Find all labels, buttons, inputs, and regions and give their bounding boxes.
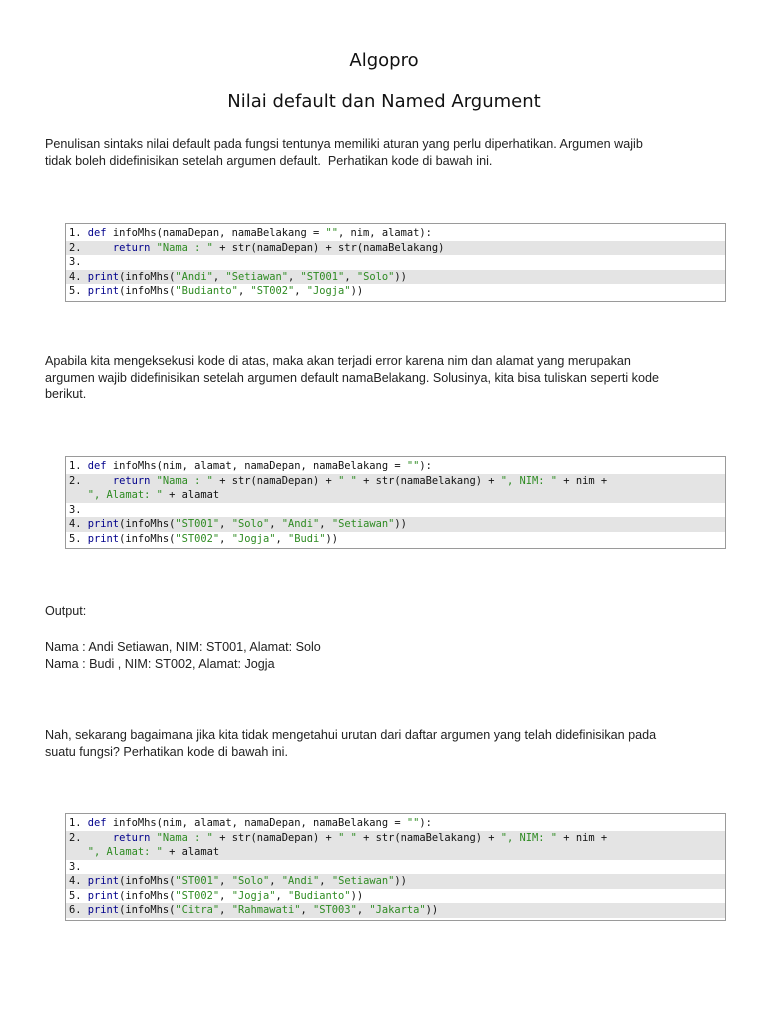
line-number: 1. <box>69 227 88 239</box>
code-text: ", Alamat: " + alamat <box>87 489 220 501</box>
code-text: def infoMhs(nim, alamat, namaDepan, namaBelakang = ""): <box>87 817 432 829</box>
line-number: 3. <box>69 503 88 516</box>
code-block-3 <box>65 813 726 921</box>
code-line <box>66 241 725 256</box>
line-number: 1. <box>69 817 88 829</box>
code-text: print(infoMhs("Budianto", "ST002", "Jogja")) <box>87 285 364 297</box>
code-line <box>66 860 725 875</box>
code-block-2 <box>65 456 726 549</box>
paragraph-line: tidak boleh didefinisikan setelah argumen default. Perhatikan kode di bawah ini. <box>45 153 493 168</box>
code-line <box>66 255 725 270</box>
line-number: 3. <box>69 860 88 873</box>
line-number <box>69 846 88 858</box>
code-line <box>66 845 725 860</box>
code-text: print(infoMhs("ST002", "Jogja", "Budianto")) <box>87 889 364 902</box>
paragraph-line: argumen wajib didefinisikan setelah argumen default namaBelakang. Solusinya, kita bisa tuliskan seperti kode <box>45 370 659 385</box>
code-text: return "Nama : " + str(namaDepan) + str(namaBelakang) <box>112 241 445 254</box>
output-text <box>45 639 735 672</box>
output-label <box>45 603 735 620</box>
code-line <box>66 889 725 904</box>
line-number: 4. <box>69 518 88 530</box>
code-text: print(infoMhs("Citra", "Rahmawati", "ST003", "Jakarta")) <box>87 904 439 916</box>
code-line <box>66 503 725 518</box>
line-number: 6. <box>69 904 88 916</box>
paragraph-line: Apabila kita mengeksekusi kode di atas, maka akan terjadi error karena nim dan alamat yang merupakan <box>45 354 631 368</box>
output-line: Nama : Budi , NIM: ST002, Alamat: Jogja <box>45 656 275 671</box>
document-subtitle: Nilai default dan Named Argument <box>227 91 541 112</box>
code-text: def infoMhs(namaDepan, namaBelakang = "", nim, alamat): <box>87 227 432 239</box>
line-number: 3. <box>69 256 88 268</box>
code-text: ", Alamat: " + alamat <box>87 846 220 858</box>
line-number: 1. <box>69 460 88 472</box>
code-line <box>66 270 725 285</box>
code-line <box>66 517 725 532</box>
code-line <box>66 874 725 889</box>
intro-paragraph <box>45 136 735 169</box>
code-line <box>66 226 725 241</box>
code-line <box>66 903 725 918</box>
code-line <box>66 284 725 299</box>
line-number: 4. <box>69 875 88 887</box>
document-title: Algopro <box>349 50 419 71</box>
code-line <box>66 816 725 831</box>
line-number: 5. <box>69 532 88 545</box>
code-text: return "Nama : " + str(namaDepan) + " " + str(namaBelakang) + ", NIM: " + nim + <box>112 831 608 844</box>
paragraph-line: Nah, sekarang bagaimana jika kita tidak mengetahui urutan dari daftar argumen yang telah didefinisikan pada <box>45 728 657 742</box>
code-line <box>66 459 725 474</box>
paragraph-line: berikut. <box>45 387 87 401</box>
line-number <box>69 489 88 501</box>
output-line: Nama : Andi Setiawan, NIM: ST001, Alamat: Solo <box>45 640 321 654</box>
code-line <box>66 474 725 489</box>
line-number: 5. <box>69 285 88 297</box>
line-number: 2. <box>69 831 88 844</box>
code-text: return "Nama : " + str(namaDepan) + " " + str(namaBelakang) + ", NIM: " + nim + <box>112 474 608 487</box>
code-text: print(infoMhs("Andi", "Setiawan", "ST001", "Solo")) <box>87 270 407 283</box>
paragraph-line: suatu fungsi? Perhatikan kode di bawah ini. <box>45 744 288 759</box>
code-text: print(infoMhs("ST001", "Solo", "Andi", "Setiawan")) <box>87 875 407 887</box>
line-number: 5. <box>69 889 88 902</box>
named-argument-paragraph <box>45 727 735 760</box>
paragraph-line: Penulisan sintaks nilai default pada fungsi tentunya memiliki aturan yang perlu diperhatikan. Argumen wajib <box>45 137 643 151</box>
code-block-1 <box>65 223 726 302</box>
code-line <box>66 831 725 846</box>
code-line <box>66 488 725 503</box>
explanation-paragraph <box>45 353 735 403</box>
line-number: 2. <box>69 241 88 254</box>
code-text: print(infoMhs("ST002", "Jogja", "Budi")) <box>87 532 339 545</box>
output-label-text: Output: <box>45 604 87 618</box>
code-line <box>66 532 725 547</box>
code-text: def infoMhs(nim, alamat, namaDepan, namaBelakang = ""): <box>87 460 432 472</box>
line-number: 4. <box>69 270 88 283</box>
line-number: 2. <box>69 474 88 487</box>
code-text: print(infoMhs("ST001", "Solo", "Andi", "Setiawan")) <box>87 518 407 530</box>
